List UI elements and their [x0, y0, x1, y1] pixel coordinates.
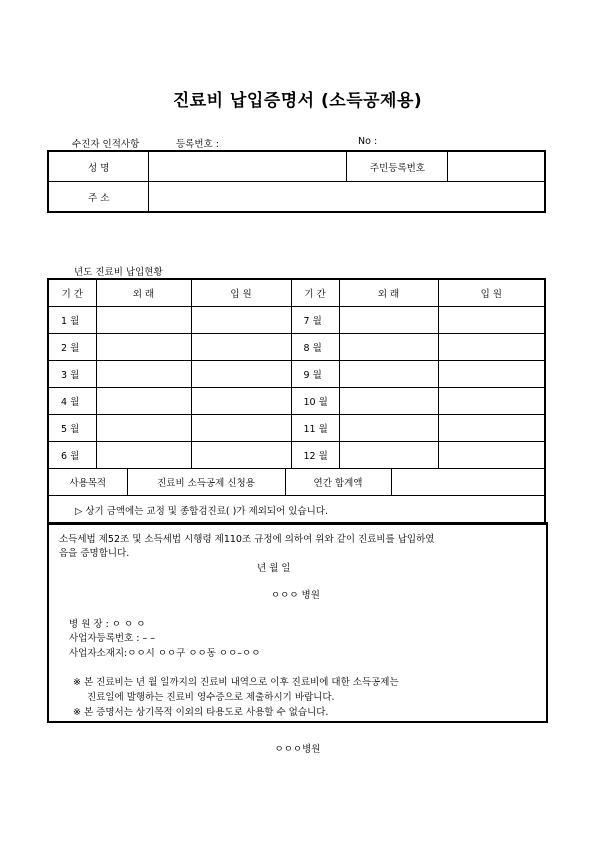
- issue-date: 년 월 일: [257, 563, 291, 574]
- address-label: 주 소: [48, 182, 149, 213]
- purpose-value: 진료비 소득공제 신청용: [127, 469, 285, 495]
- statement-line-1: 소득세법 제52조 및 소득세법 시행령 제110조 규정에 의하여 위와 같이 진료비를 납입하였: [59, 534, 435, 545]
- business-address-line: 사업자소재지:ㅇㅇ시 ㅇㅇ구 ㅇㅇ동 ㅇㅇ–ㅇㅇ: [69, 648, 261, 659]
- table-row: [48, 307, 545, 334]
- month-label: 11 월: [291, 415, 339, 442]
- outpatient-cell[interactable]: [339, 442, 438, 469]
- outpatient-cell[interactable]: [96, 388, 191, 415]
- annual-total-field[interactable]: [391, 469, 544, 495]
- ssn-label: 주민등록번호: [347, 151, 448, 182]
- exclusion-note: ▷ 상기 금액에는 교정 및 종합검진료( )가 제외되어 있습니다.: [48, 496, 545, 525]
- outpatient-cell[interactable]: [96, 442, 191, 469]
- inpatient-cell[interactable]: [438, 334, 545, 361]
- ssn-field[interactable]: [448, 151, 545, 182]
- inpatient-cell[interactable]: [191, 415, 291, 442]
- month-label: 1 월: [48, 307, 96, 334]
- outpatient-cell[interactable]: [339, 388, 438, 415]
- name-label: 성 명: [48, 151, 149, 182]
- month-label: 3 월: [48, 361, 96, 388]
- month-label: 2 월: [48, 334, 96, 361]
- footer-hospital-name: ㅇㅇㅇ병원: [274, 744, 321, 755]
- outpatient-cell[interactable]: [339, 307, 438, 334]
- statement-line-2: 음을 증명합니다.: [59, 548, 130, 559]
- director-line: 병 원 장 : ㅇ ㅇ ㅇ: [69, 619, 146, 630]
- table-row: [48, 415, 545, 442]
- outpatient-cell[interactable]: [96, 361, 191, 388]
- notice-2: ※ 본 증명서는 상기목적 이외의 타용도로 사용할 수 없습니다.: [73, 707, 329, 718]
- inpatient-cell[interactable]: [438, 361, 545, 388]
- inpatient-cell[interactable]: [191, 388, 291, 415]
- month-label: 12 월: [291, 442, 339, 469]
- name-field[interactable]: [149, 151, 347, 182]
- notice-1-line-1: ※ 본 진료비는 년 월 일까지의 진료비 내역으로 이후 진료비에 대한 소득공제는: [73, 677, 399, 688]
- month-label: 8 월: [291, 334, 339, 361]
- inpatient-cell[interactable]: [438, 442, 545, 469]
- table-row: [48, 334, 545, 361]
- inpatient-cell[interactable]: [191, 361, 291, 388]
- month-label: 7 월: [291, 307, 339, 334]
- month-label: 9 월: [291, 361, 339, 388]
- inpatient-cell[interactable]: [191, 334, 291, 361]
- month-label: 6 월: [48, 442, 96, 469]
- inpatient-cell[interactable]: [191, 442, 291, 469]
- header-outpatient-1: 외 래: [96, 279, 191, 307]
- outpatient-cell[interactable]: [96, 415, 191, 442]
- payment-header-row: [48, 279, 545, 307]
- certification-box: [47, 522, 548, 723]
- business-registration-line: 사업자등록번호 : – –: [69, 633, 155, 644]
- outpatient-cell[interactable]: [339, 361, 438, 388]
- header-outpatient-2: 외 래: [339, 279, 438, 307]
- month-label: 5 월: [48, 415, 96, 442]
- annual-total-label: 연간 합계액: [285, 469, 391, 495]
- inpatient-cell[interactable]: [191, 307, 291, 334]
- inpatient-cell[interactable]: [438, 307, 545, 334]
- document-number-label: No :: [358, 136, 378, 147]
- inpatient-cell[interactable]: [438, 415, 545, 442]
- outpatient-cell[interactable]: [96, 334, 191, 361]
- address-field[interactable]: [149, 182, 545, 213]
- outpatient-cell[interactable]: [339, 415, 438, 442]
- outpatient-cell[interactable]: [96, 307, 191, 334]
- outpatient-cell[interactable]: [339, 334, 438, 361]
- payment-section-label: 년도 진료비 납입현황: [74, 267, 163, 278]
- purpose-row: [48, 469, 545, 496]
- table-row: [48, 388, 545, 415]
- table-row: [48, 442, 545, 469]
- purpose-label: 사용목적: [49, 469, 127, 495]
- header-period-2: 기 간: [291, 279, 339, 307]
- header-period-1: 기 간: [48, 279, 96, 307]
- recipient-info-table: [47, 150, 546, 213]
- registration-number-label: 등록번호 :: [176, 139, 219, 150]
- table-row: [48, 361, 545, 388]
- header-inpatient-1: 입 원: [191, 279, 291, 307]
- header-inpatient-2: 입 원: [438, 279, 545, 307]
- hospital-name: ㅇㅇㅇ 병원: [271, 590, 320, 601]
- document-title: 진료비 납입증명서 (소득공제용): [172, 91, 423, 111]
- month-label: 4 월: [48, 388, 96, 415]
- notice-1-line-2: 진료일에 발행하는 진료비 영수증으로 제출하시기 바랍니다.: [87, 692, 335, 703]
- payment-table: [47, 278, 546, 525]
- recipient-info-label: 수진자 인적사항: [72, 139, 140, 150]
- month-label: 10 월: [291, 388, 339, 415]
- inpatient-cell[interactable]: [438, 388, 545, 415]
